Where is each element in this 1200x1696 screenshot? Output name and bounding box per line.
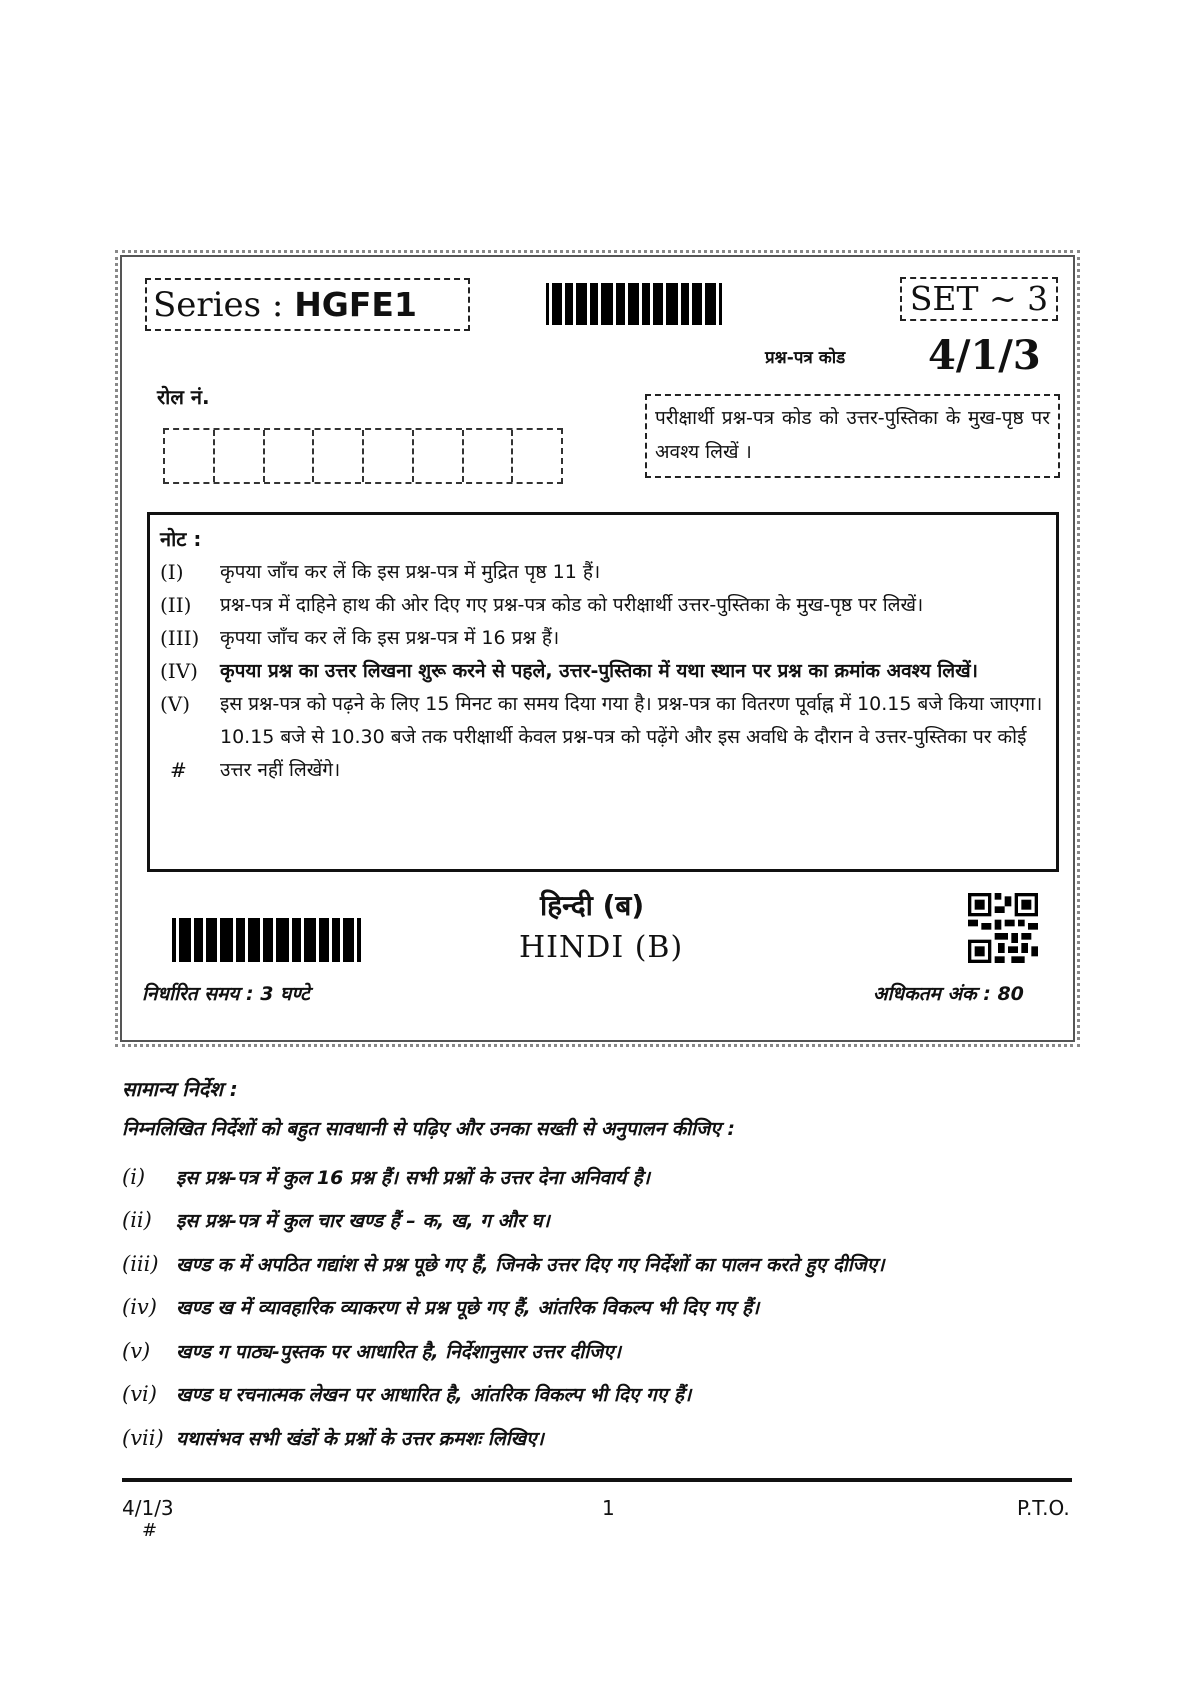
qp-code: 4/1/3 bbox=[928, 332, 1041, 379]
subject-english: HINDI (B) bbox=[519, 930, 684, 965]
subject-hindi: हिन्दी (ब) bbox=[540, 889, 645, 922]
note-item: (V) # इस प्रश्न-पत्र को पढ़ने के लिए 15 मिनट का समय दिया गया है। प्रश्न-पत्र का वितरण पूर्वाह्न में 10.15 बजे किया जाएगा। 10.15 बजे से 10.30 बजे तक परीक्षार्थी केवल प्रश्न-पत्र को पढ़ेंगे और इस अवधि के दौरान वे उत्तर-पुस्तिका पर कोई उत्तर नहीं लिखेंगे। bbox=[160, 692, 1043, 782]
qp-code-label: प्रश्न-पत्र कोड bbox=[765, 348, 846, 368]
candidate-instruction: परीक्षार्थी प्रश्न-पत्र कोड को उत्तर-पुस्तिका के मुख-पृष्ठ पर अवश्य लिखें । bbox=[645, 394, 1060, 478]
qr-code-icon bbox=[968, 893, 1038, 963]
roll-no-label: रोल नं. bbox=[157, 385, 210, 409]
page-number: 1 bbox=[602, 1496, 615, 1520]
note-item: (IV) कृपया प्रश्न का उत्तर लिखना शुरू करने से पहले, उत्तर-पुस्तिका में यथा स्थान पर प्रश्न का क्रमांक अवश्य लिखें। bbox=[160, 659, 978, 683]
top-barcode bbox=[546, 283, 725, 325]
list-item: (vi) खण्ड घ रचनात्मक लेखन पर आधारित है, आंतरिक विकल्प भी दिए गए हैं। bbox=[122, 1382, 692, 1407]
series-label: Series : bbox=[153, 285, 295, 325]
list-item: (ii) इस प्रश्न-पत्र में कुल चार खण्ड हैं – क, ख, ग और घ। bbox=[122, 1208, 550, 1233]
list-item: (vii) यथासंभव सभी खंडों के प्रश्नों के उत्तर क्रमशः लिखिए। bbox=[122, 1425, 544, 1450]
pto-label: P.T.O. bbox=[1017, 1496, 1070, 1520]
subject-barcode bbox=[172, 918, 364, 962]
general-instructions-intro: निम्नलिखित निर्देशों को बहुत सावधानी से पढ़िए और उनका सख्ती से अनुपालन कीजिए : bbox=[122, 1118, 735, 1140]
list-item: (v) खण्ड ग पाठ्य-पुस्तक पर आधारित है, निर्देशानुसार उत्तर दीजिए। bbox=[122, 1338, 621, 1363]
footer-code: 4/1/3 bbox=[122, 1496, 174, 1520]
set-box: SET ~ 3 bbox=[900, 277, 1058, 321]
note-box bbox=[147, 512, 1059, 872]
general-instructions-title: सामान्य निर्देश : bbox=[122, 1077, 238, 1101]
general-instructions-list bbox=[122, 1155, 1082, 1460]
max-marks: अधिकतम अंक : 80 bbox=[873, 983, 1024, 1005]
time-allowed: निर्धारित समय : 3 घण्टे bbox=[142, 983, 310, 1005]
note-item: (II) प्रश्न-पत्र में दाहिने हाथ की ओर दिए गए प्रश्न-पत्र कोड को परीक्षार्थी उत्तर-पुस्तिका के मुख-पृष्ठ पर लिखें। bbox=[160, 593, 924, 617]
note-item: (III) कृपया जाँच कर लें कि इस प्रश्न-पत्र में 16 प्रश्न हैं। bbox=[160, 626, 560, 650]
footer-rule bbox=[122, 1478, 1072, 1481]
footer-hash: # bbox=[142, 1520, 158, 1541]
note-title: नोट : bbox=[160, 527, 202, 551]
hash-mark: # bbox=[170, 758, 187, 782]
list-item: (iii) खण्ड क में अपठित गद्यांश से प्रश्न पूछे गए हैं, जिनके उत्तर दिए गए निर्देशों का पालन करते हुए दीजिए। bbox=[122, 1251, 885, 1276]
series-code: HGFE1 bbox=[294, 285, 417, 324]
list-item: (iv) खण्ड ख में व्यावहारिक व्याकरण से प्रश्न पूछे गए हैं, आंतरिक विकल्प भी दिए गए हैं। bbox=[122, 1295, 760, 1320]
note-item: (I) कृपया जाँच कर लें कि इस प्रश्न-पत्र में मुद्रित पृष्ठ 11 हैं। bbox=[160, 560, 601, 584]
list-item: (i) इस प्रश्न-पत्र में कुल 16 प्रश्न हैं। सभी प्रश्नों के उत्तर देना अनिवार्य है। bbox=[122, 1164, 650, 1189]
roll-no-boxes[interactable] bbox=[163, 428, 563, 484]
series-box bbox=[145, 278, 470, 331]
